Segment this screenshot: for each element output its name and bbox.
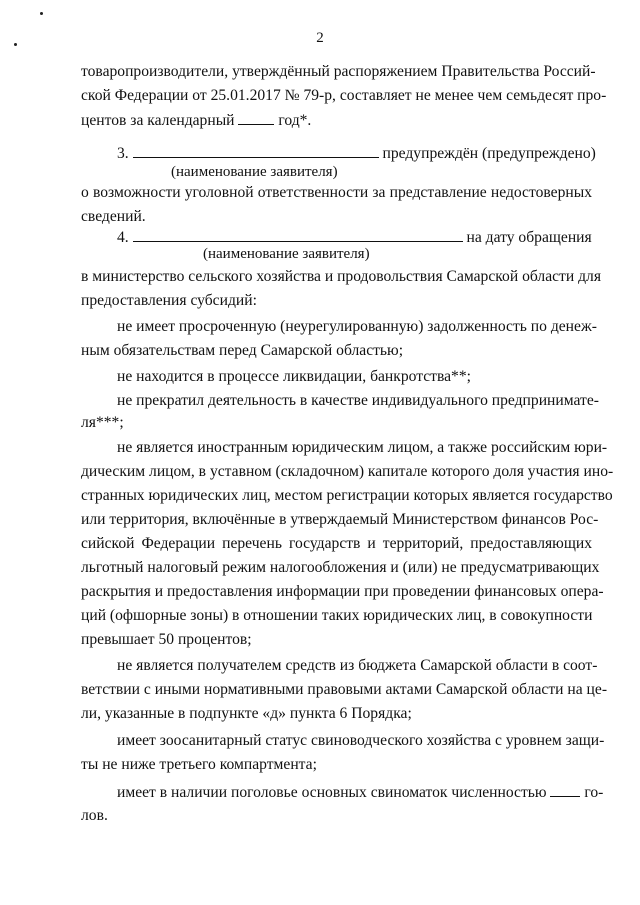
blank-field — [550, 782, 580, 797]
text-line: лов. — [81, 807, 108, 824]
text-line: имеет зоосанитарный статус свиноводческого хозяйства с уровнем защи- — [117, 732, 605, 749]
text-fragment: центов за календарный — [81, 112, 235, 129]
text-line: не является иностранным юридическим лицом, а также российским юри- — [117, 439, 608, 456]
text-line — [81, 110, 592, 131]
text-line: сведений. — [81, 208, 146, 225]
text-fragment: на дату обращения — [466, 229, 592, 246]
text-line: ля***; — [81, 414, 124, 431]
text-line: не является получателем средств из бюджета Самарской области в соот- — [117, 657, 598, 674]
text-line: не находится в процессе ликвидации, банкротства**; — [117, 368, 471, 385]
text-fragment: имеет в наличии поголовье основных свиноматок численностью — [117, 784, 547, 801]
text-line: льготный налоговый режим налогообложения и (или) не предусматривающих — [81, 559, 600, 576]
text-line: ты не ниже третьего компартмента; — [81, 756, 317, 773]
field-caption: (наименование заявителя) — [203, 246, 370, 262]
text-line: ли, указанные в подпункте «д» пункта 6 Порядка; — [81, 705, 412, 722]
text-line: не прекратил деятельность в качестве индивидуального предпринимате- — [117, 392, 599, 409]
applicant-name-blank — [133, 227, 463, 242]
text-line: не имеет просроченную (неурегулированную) задолженность по денеж- — [117, 318, 597, 335]
applicant-name-blank — [133, 143, 379, 158]
text-fragment: предупреждён (предупреждено) — [382, 145, 596, 162]
text-line: товаропроизводители, утверждённый распоряжением Правительства Россий- — [81, 63, 596, 80]
text-line: раскрытия и предоставления информации при проведении финансовых опера- — [81, 583, 604, 600]
text-line: странных юридических лиц, местом регистрации которых является государство — [81, 487, 613, 504]
text-line: ным обязательствам перед Самарской областью; — [81, 342, 404, 359]
text-fragment: го- — [584, 784, 604, 801]
text-line: ветствии с иными нормативными правовыми актами Самарской области на це- — [81, 681, 608, 698]
text-line — [117, 782, 604, 803]
text-line: ций (офшорные зоны) в отношении таких юридических лиц, в совокупности — [81, 607, 593, 624]
text-line: ской Федерации от 25.01.2017 № 79-р, составляет не менее чем семьдесят про- — [81, 87, 607, 104]
field-caption: (наименование заявителя) — [171, 164, 338, 180]
page-number: 2 — [316, 30, 324, 46]
text-fragment: год*. — [278, 112, 312, 129]
scan-mark — [40, 12, 43, 15]
text-line: в министерство сельского хозяйства и продовольствия Самарской области для — [81, 268, 602, 285]
item-number: 3. — [117, 145, 129, 162]
text-line: сийской Федерации перечень государств и территорий, предоставляющих — [81, 535, 592, 552]
text-line: дическим лицом, в уставном (складочном) капитале которого доля участия ино- — [81, 463, 614, 480]
item-3-line — [117, 143, 596, 164]
item-number: 4. — [117, 229, 129, 246]
text-line: о возможности уголовной ответственности за представление недостоверных — [81, 184, 592, 201]
text-line: или территория, включённые в утверждаемый Министерством финансов Рос- — [81, 511, 599, 528]
text-line: предоставления субсидий: — [81, 292, 257, 309]
text-line: превышает 50 процентов; — [81, 631, 252, 648]
blank-field — [238, 110, 274, 125]
